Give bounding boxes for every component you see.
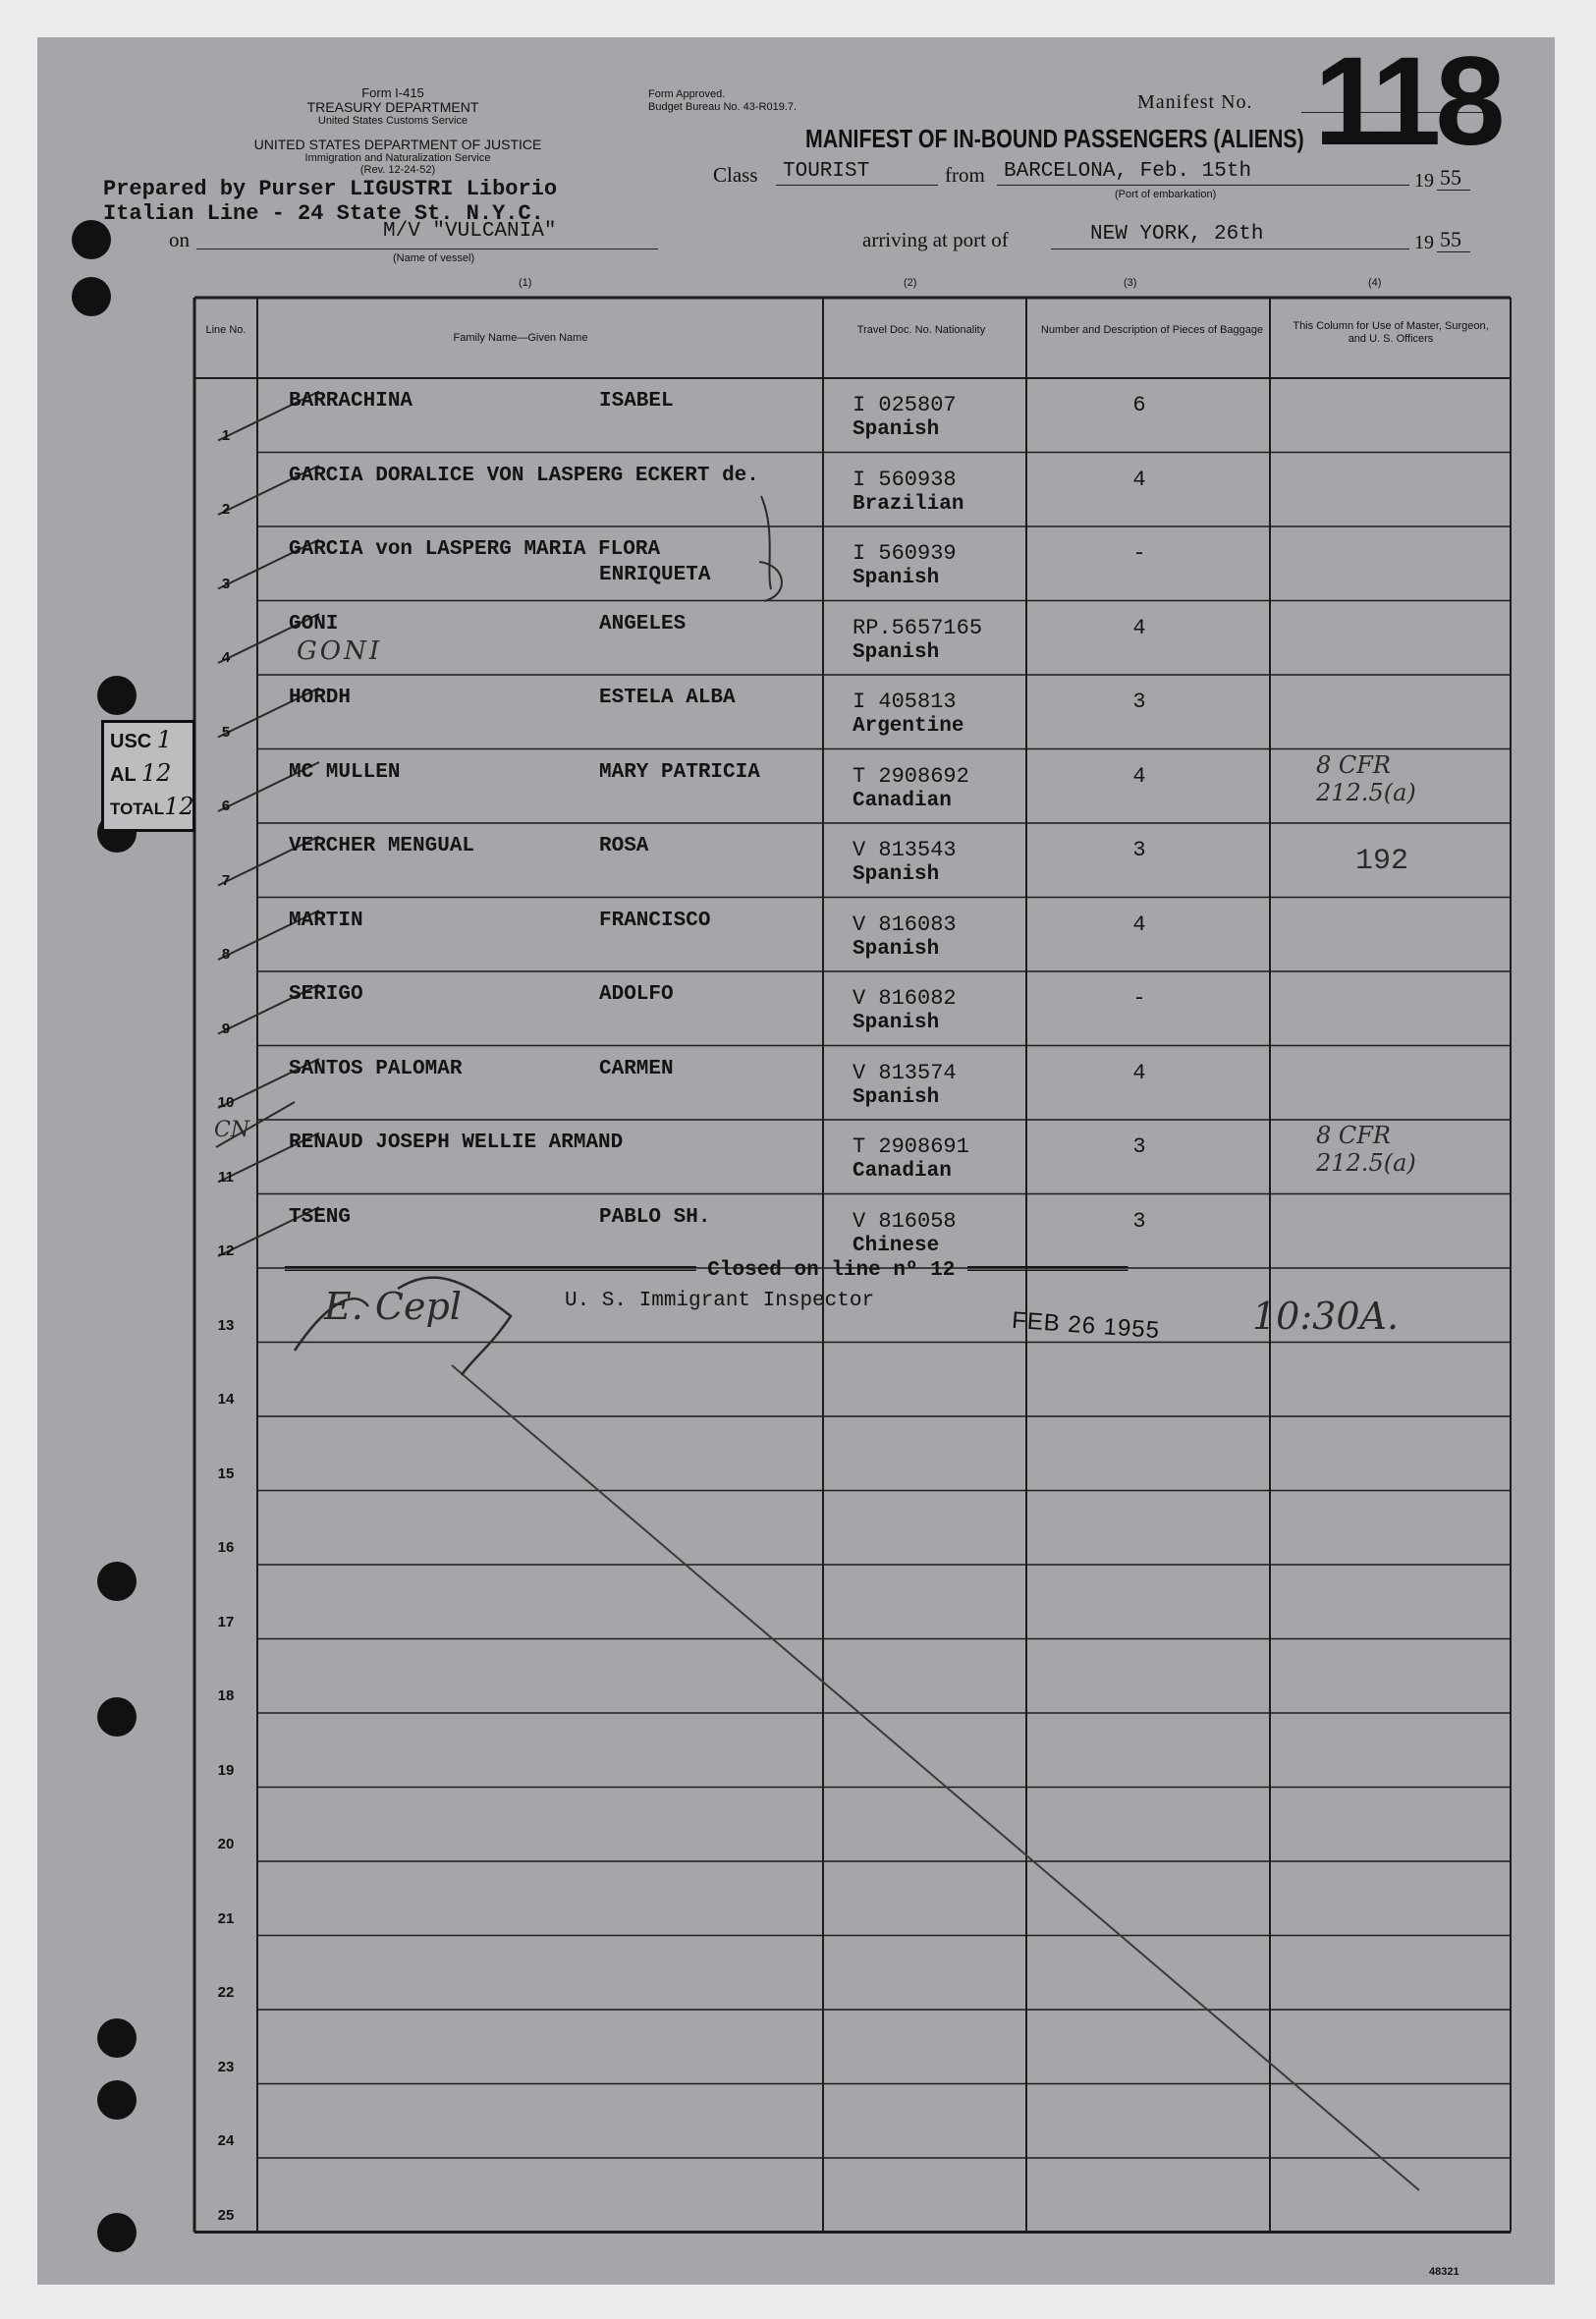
nationality: Argentine (853, 715, 964, 738)
line-number: 7 (221, 871, 231, 889)
col-num-1: (1) (519, 277, 532, 289)
handwritten-goni: GONI (297, 636, 383, 666)
family-name: RENAUD JOSEPH WELLIE ARMAND (289, 1132, 624, 1154)
travel-doc-number: V 813543 (853, 838, 957, 862)
treasury-heading: TREASURY DEPARTMENT (306, 99, 479, 115)
officer-note: 8 CFR 212.5(a) (1316, 1122, 1416, 1177)
line-number: 22 (217, 1984, 235, 2001)
footer-code: 48321 (1429, 2266, 1459, 2278)
arriving-value: NEW YORK, 26th (1090, 223, 1264, 246)
given-name: ESTELA ALBA (599, 687, 736, 709)
justice-heading: UNITED STATES DEPARTMENT OF JUSTICE (253, 137, 542, 152)
header-officers: This Column for Use of Master, Surgeon, and U. S. Officers (1293, 320, 1489, 345)
cancel-diagonal-line (452, 1365, 1419, 2190)
nationality: Spanish (853, 640, 940, 664)
table-row (0, 675, 1596, 749)
travel-doc-number: RP.5657165 (853, 615, 983, 640)
family-name: MARTIN (289, 909, 363, 932)
nationality: Spanish (853, 1085, 940, 1109)
line-number: 17 (217, 1613, 235, 1630)
travel-doc-number: I 025807 (853, 393, 957, 417)
vessel-caption: (Name of vessel) (393, 252, 475, 264)
stamp-usc-row (104, 723, 193, 756)
line-number: 4 (221, 649, 231, 666)
baggage-count: 4 (1132, 615, 1146, 640)
baggage-count: 4 (1132, 763, 1146, 789)
closed-dashes-right: ══════════════ (966, 1259, 1128, 1282)
col-num-2: (2) (904, 277, 917, 289)
travel-doc-number: I 560939 (853, 541, 957, 566)
ins-heading: Immigration and Naturalization Service (304, 152, 491, 164)
given-name: PABLO SH. (599, 1205, 711, 1229)
line-number: 11 (218, 1168, 234, 1186)
line-number: 5 (221, 723, 231, 741)
baggage-count: 4 (1132, 1060, 1146, 1085)
budget-bureau: Budget Bureau No. 43-R019.7. (648, 101, 798, 113)
stamp-total-label: TOTAL (110, 800, 165, 818)
arrive-year-prefix: 19 (1414, 232, 1434, 253)
family-name: MC MULLEN (289, 760, 401, 784)
form-approved: Form Approved. (648, 88, 726, 100)
baggage-count: - (1132, 986, 1146, 1011)
family-name: GARCIA von LASPERG MARIA FLORA (289, 538, 661, 561)
header-travel-doc: Travel Doc. No. Nationality (856, 324, 986, 336)
given-name: ADOLFO (599, 983, 674, 1006)
col-num-3: (3) (1124, 277, 1137, 289)
travel-doc-number: T 2908691 (853, 1134, 969, 1159)
line-number: 16 (217, 1539, 235, 1556)
baggage-count: 4 (1132, 467, 1146, 492)
nationality: Spanish (853, 567, 940, 589)
nationality: Spanish (853, 863, 940, 886)
baggage-count: - (1132, 541, 1146, 566)
prepared-by: Prepared by Purser LIGUSTRI Liborio (103, 177, 558, 201)
line-number: 23 (217, 2058, 235, 2075)
stamp-total-row (104, 790, 193, 823)
arrive-year-value: 55 (1440, 227, 1461, 251)
stamp-al-value: 12 (140, 759, 172, 787)
arriving-label: arriving at port of (862, 228, 1009, 251)
family-name: GARCIA DORALICE VON LASPERG ECKERT de. (289, 464, 759, 487)
table-row (0, 823, 1596, 898)
customs-heading: United States Customs Service (317, 115, 468, 127)
baggage-count: 3 (1132, 838, 1146, 862)
nationality: Canadian (853, 1160, 952, 1183)
family-name: BARRACHINA (289, 390, 413, 413)
stamp-total-value: 12 (164, 793, 194, 820)
family-name: SANTOS PALOMAR (289, 1057, 463, 1080)
nationality: Brazilian (853, 492, 964, 516)
baggage-count: 6 (1132, 393, 1146, 417)
vessel-name: M/V "VULCANIA" (383, 220, 557, 243)
line-number: 3 (221, 575, 231, 592)
line-number: 14 (217, 1391, 235, 1408)
given-name: MARY PATRICIA (599, 760, 760, 784)
nationality: Spanish (853, 1012, 940, 1034)
nationality: Spanish (853, 418, 940, 441)
line-number: 18 (217, 1687, 235, 1704)
stamp-usc-value: 1 (156, 726, 173, 753)
year-prefix: 19 (1414, 170, 1434, 192)
stamp-usc-label: USC (110, 731, 152, 752)
from-value: BARCELONA, Feb. 15th (1004, 160, 1252, 183)
given-name: ROSA (599, 835, 649, 857)
travel-doc-number: T 2908692 (853, 763, 969, 789)
table-row (0, 749, 1596, 824)
revision-note: (Rev. 12-24-52) (359, 164, 436, 176)
inspector-caption: U. S. Immigrant Inspector (565, 1290, 875, 1312)
line-number: 1 (221, 426, 231, 444)
manifest-no-label: Manifest No. (1137, 91, 1253, 113)
given-name: FRANCISCO (599, 909, 711, 932)
officer-note: 192 (1355, 845, 1409, 878)
table-row (0, 601, 1596, 676)
baggage-count: 4 (1132, 911, 1146, 937)
given-name: ANGELES (599, 612, 687, 635)
given-name: ENRIQUETA (599, 564, 711, 586)
header-name: Family Name—Given Name (453, 332, 588, 344)
travel-doc-number: V 813574 (853, 1060, 957, 1085)
line-number: 6 (221, 798, 231, 814)
table-row (0, 1046, 1596, 1121)
line-number: 20 (217, 1836, 235, 1852)
travel-doc-number: I 560938 (853, 467, 957, 492)
table-row (0, 453, 1596, 527)
given-name: ISABEL (599, 390, 674, 413)
family-name: GONI (289, 612, 339, 635)
officer-note: 8 CFR 212.5(a) (1316, 750, 1416, 806)
nationality: Chinese (853, 1234, 940, 1257)
class-label: Class (713, 163, 758, 187)
line-number: 10 (217, 1094, 235, 1111)
line-number: 21 (217, 1909, 235, 1927)
nationality: Spanish (853, 937, 940, 961)
stamp-al-row (104, 756, 193, 790)
manifest-number: 118 (1314, 31, 1500, 172)
line-number: 25 (217, 2206, 235, 2224)
table-row (0, 898, 1596, 972)
closed-dashes-left: ════════════════════════════════════ (285, 1259, 695, 1282)
stamp-al-label: AL (110, 764, 137, 786)
line-number: 9 (221, 1020, 231, 1037)
travel-doc-number: V 816082 (853, 986, 957, 1011)
line-number: 12 (217, 1242, 235, 1259)
family-name: HORDH (289, 687, 352, 709)
line-number: 24 (217, 2132, 235, 2149)
given-name: CARMEN (599, 1057, 674, 1080)
date-stamp: FEB 26 1955 (1011, 1306, 1161, 1345)
closed-text: Closed on line nº 12 (707, 1259, 956, 1282)
baggage-count: 3 (1132, 1208, 1146, 1234)
header-baggage: Number and Description of Pieces of Baggage (1040, 324, 1264, 336)
line-number: 13 (217, 1316, 235, 1334)
time-note: 10:30A. (1252, 1295, 1400, 1338)
embark-caption: (Port of embarkation) (1115, 189, 1217, 200)
line-number: 8 (221, 946, 231, 963)
table-row (0, 1194, 1596, 1269)
class-value: TOURIST (783, 160, 870, 183)
travel-doc-number: V 816083 (853, 911, 957, 937)
form-number: Form I-415 (361, 85, 424, 100)
from-label: from (945, 163, 985, 187)
table-row (0, 378, 1596, 453)
margin-cn: CN (214, 1118, 250, 1142)
family-name: VERCHER MENGUAL (289, 835, 475, 857)
baggage-count: 3 (1132, 690, 1146, 714)
line-number: 19 (217, 1761, 235, 1779)
table-row (0, 971, 1596, 1046)
line-number: 15 (217, 1464, 235, 1482)
closed-on-line (285, 1259, 1127, 1282)
nationality: Canadian (853, 789, 952, 812)
count-stamp (101, 720, 195, 832)
year-value: 55 (1440, 165, 1461, 190)
family-name: SERIGO (289, 983, 363, 1006)
col-num-4: (4) (1368, 277, 1382, 289)
line-address: Italian Line - 24 State St. N.Y.C. (103, 201, 544, 226)
manifest-title: MANIFEST OF IN-BOUND PASSENGERS (ALIENS) (805, 124, 1304, 153)
header-line-no: Line No. (205, 324, 247, 336)
line-number: 2 (221, 501, 231, 518)
inspector-signature: E. Cepl (324, 1285, 462, 1328)
table-row (0, 526, 1596, 601)
travel-doc-number: V 816058 (853, 1208, 957, 1234)
travel-doc-number: I 405813 (853, 690, 957, 714)
family-name: TSENG (289, 1205, 352, 1229)
on-label: on (169, 228, 190, 251)
baggage-count: 3 (1132, 1134, 1146, 1159)
